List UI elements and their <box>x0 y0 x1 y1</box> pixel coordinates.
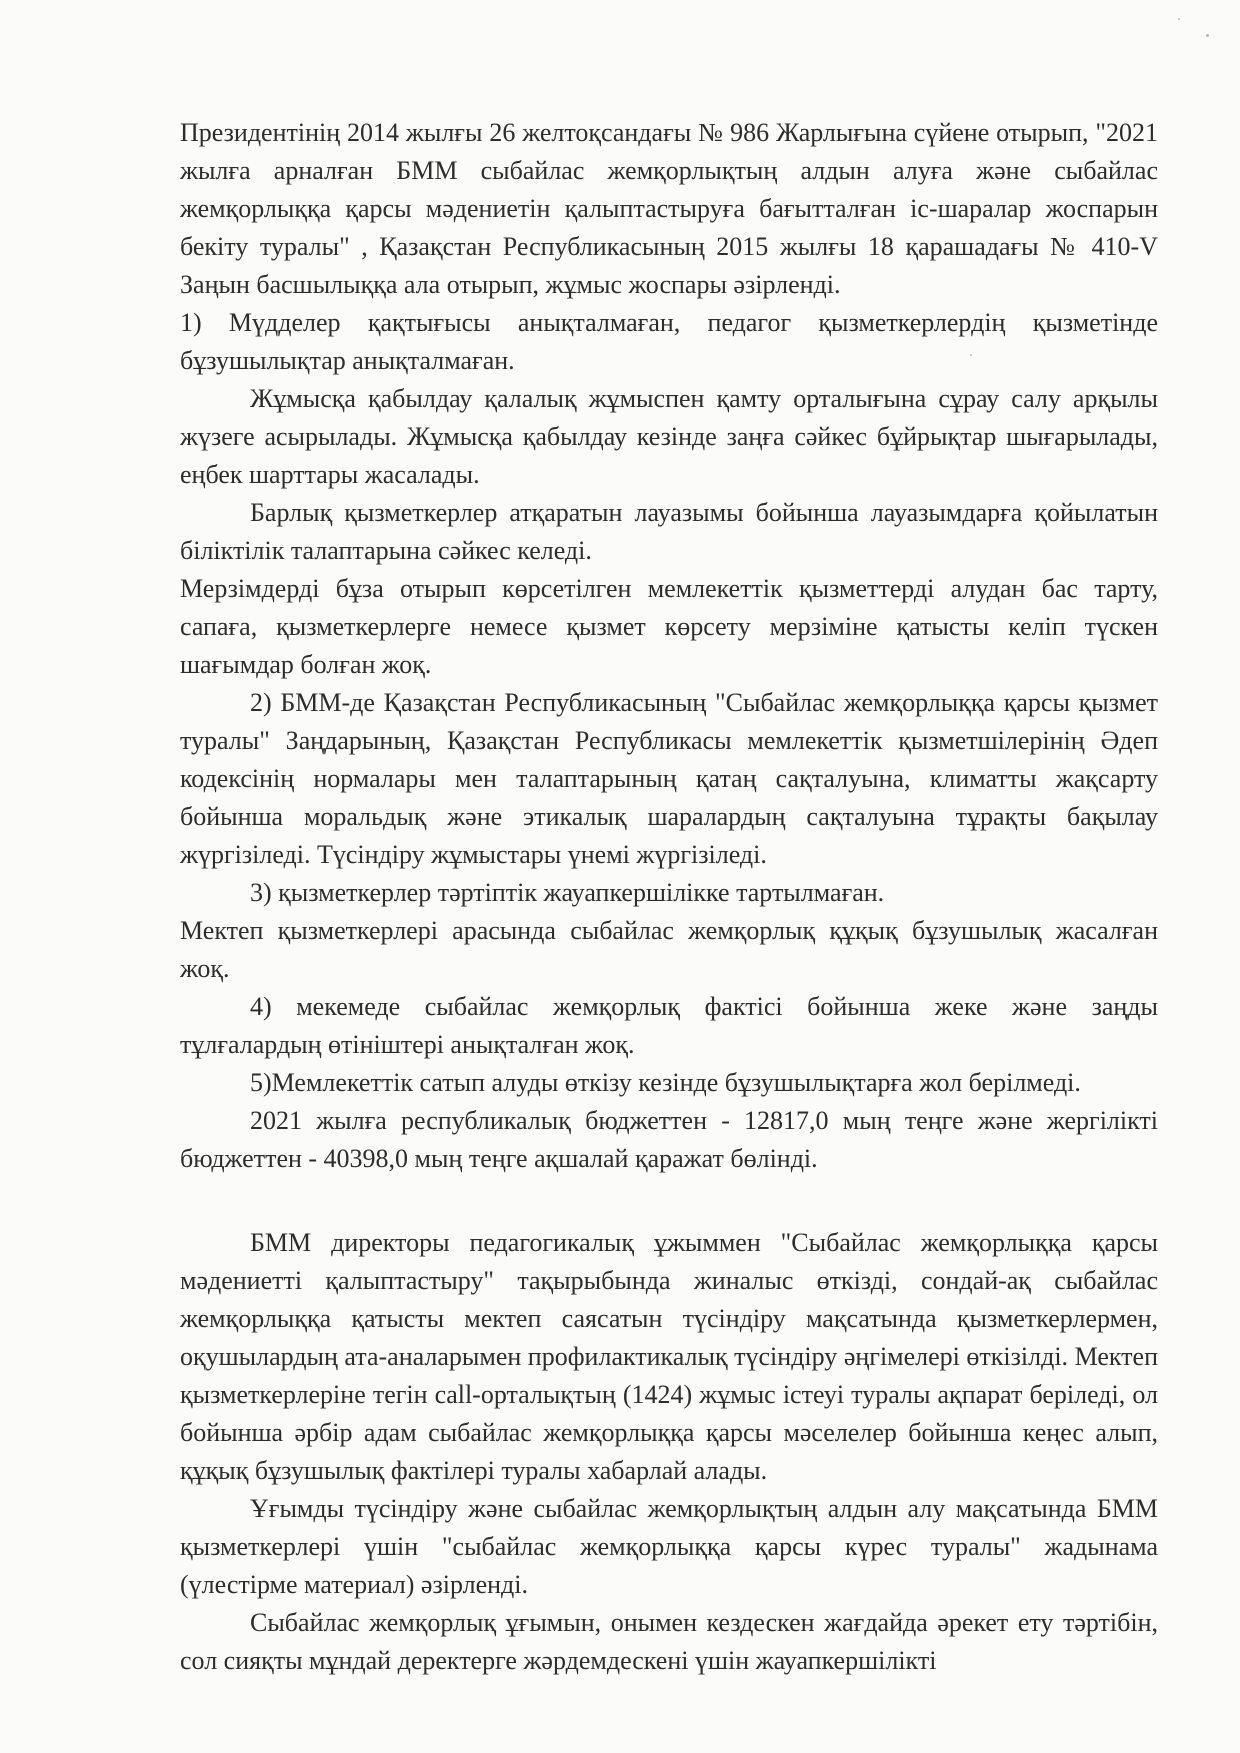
paragraph-school-staff: Мектеп қызметкерлері арасында сыбайлас жемқорлық құқық бұзушылық жасалған жоқ. <box>180 916 1158 983</box>
paragraph-item-3: 3) қызметкерлер тәртіптік жауапкершілікке тартылмаған. <box>250 878 885 907</box>
paragraph-item-2: 2) БММ-де Қазақстан Республикасының "Сыбайлас жемқорлыққа қарсы қызмет туралы" Заңдарының, Қазақстан Республикасы мемлекеттік қызметшілерінің Әдеп кодексінің нормалары мен талаптарының қатаң сақталуына, климатты жақсарту бойынша моральдық және этикалық шаралардың сақталуына тұрақты бақылау жүргізіледі. Түсіндіру жұмыстары үнемі жүргізіледі. <box>180 688 1158 869</box>
scan-speck <box>1178 18 1180 20</box>
paragraph-concept: Сыбайлас жемқорлық ұғымын, онымен кездескен жағдайда әрекет ету тәртібін, сол сияқты мұндай деректерге жәрдемдескені үшін жауапкершілікті <box>180 1608 1158 1675</box>
document-body <box>180 114 1158 1680</box>
paragraph-memo: Ұғымды түсіндіру және сыбайлас жемқорлықтың алдын алу мақсатында БММ қызметкерлері үшін "сыбайлас жемқорлыққа қарсы күрес туралы" жадынама (үлестірме материал) әзірленді. <box>180 1494 1158 1599</box>
paragraph-item-4: 4) мекемеде сыбайлас жемқорлық фактісі бойынша жеке және заңды тұлғалардың өтініштері анықталған жоқ. <box>180 992 1158 1059</box>
paragraph-item-5: 5)Мемлекеттік сатып алуды өткізу кезінде бұзушылықтарға жол берілмеді. <box>250 1068 1081 1097</box>
paragraph-director-meeting: БММ директоры педагогикалық ұжыммен "Сыбайлас жемқорлыққа қарсы мәдениетті қалыптастыру" тақырыбында жиналыс өткізді, сондай-ақ сыбайлас жемқорлыққа қатысты мектеп саясатын түсіндіру мақсатында қызметкерлермен, оқушылардың ата-аналарымен профилактикалық түсіндіру әңгімелері өткізілді. Мектеп қызметкерлеріне тегін call-орталықтың (1424) жұмыс істеуі туралы ақпарат беріледі, ол бойынша әрбір адам сыбайлас жемқорлыққа қарсы мәселелер бойынша кеңес алып, құқық бұзушылық фактілері туралы хабарлай алады. <box>180 1228 1158 1485</box>
scan-speck <box>1206 34 1209 37</box>
paragraph-complaints: Мерзімдерді бұза отырып көрсетілген мемлекеттік қызметтерді алудан бас тарту, сапаға, қызметкерлерге немесе қызмет көрсету мерзіміне қатысты келіп түскен шағымдар болған жоқ. <box>180 574 1158 679</box>
paragraph-qualifications: Барлық қызметкерлер атқаратын лауазымы бойынша лауазымдарға қойылатын біліктілік талаптарына сәйкес келеді. <box>180 498 1158 565</box>
paragraph-budget: 2021 жылға республикалық бюджеттен - 12817,0 мың теңге және жергілікті бюджеттен - 40398,0 мың теңге ақшалай қаражат бөлінді. <box>180 1106 1158 1173</box>
blank-line <box>180 1178 1158 1216</box>
paragraph-hiring: Жұмысқа қабылдау қалалық жұмыспен қамту орталығына сұрау салу арқылы жүзеге асырылады. Жұмысқа қабылдау кезінде заңға сәйкес бұйрықтар шығарылады, еңбек шарттары жасалады. <box>180 384 1158 489</box>
paragraph-intro: Президентінің 2014 жылғы 26 желтоқсандағы № 986 Жарлығына сүйене отырып, "2021 жылға арналған БММ сыбайлас жемқорлықтың алдын алуға және сыбайлас жемқорлыққа қарсы мәдениетін қалыптастыруға бағытталған іс-шаралар жоспарын бекіту туралы" , Қазақстан Республикасының 2015 жылғы 18 қарашадағы № 410-V Заңын басшылыққа ала отырып, жұмыс жоспары әзірленді. <box>180 118 1158 299</box>
blank-gap <box>180 1216 1158 1224</box>
paragraph-item-1: 1) Мүдделер қақтығысы анықталмаған, педагог қызметкерлердің қызметінде бұзушылықтар анықталмаған. <box>180 308 1158 375</box>
